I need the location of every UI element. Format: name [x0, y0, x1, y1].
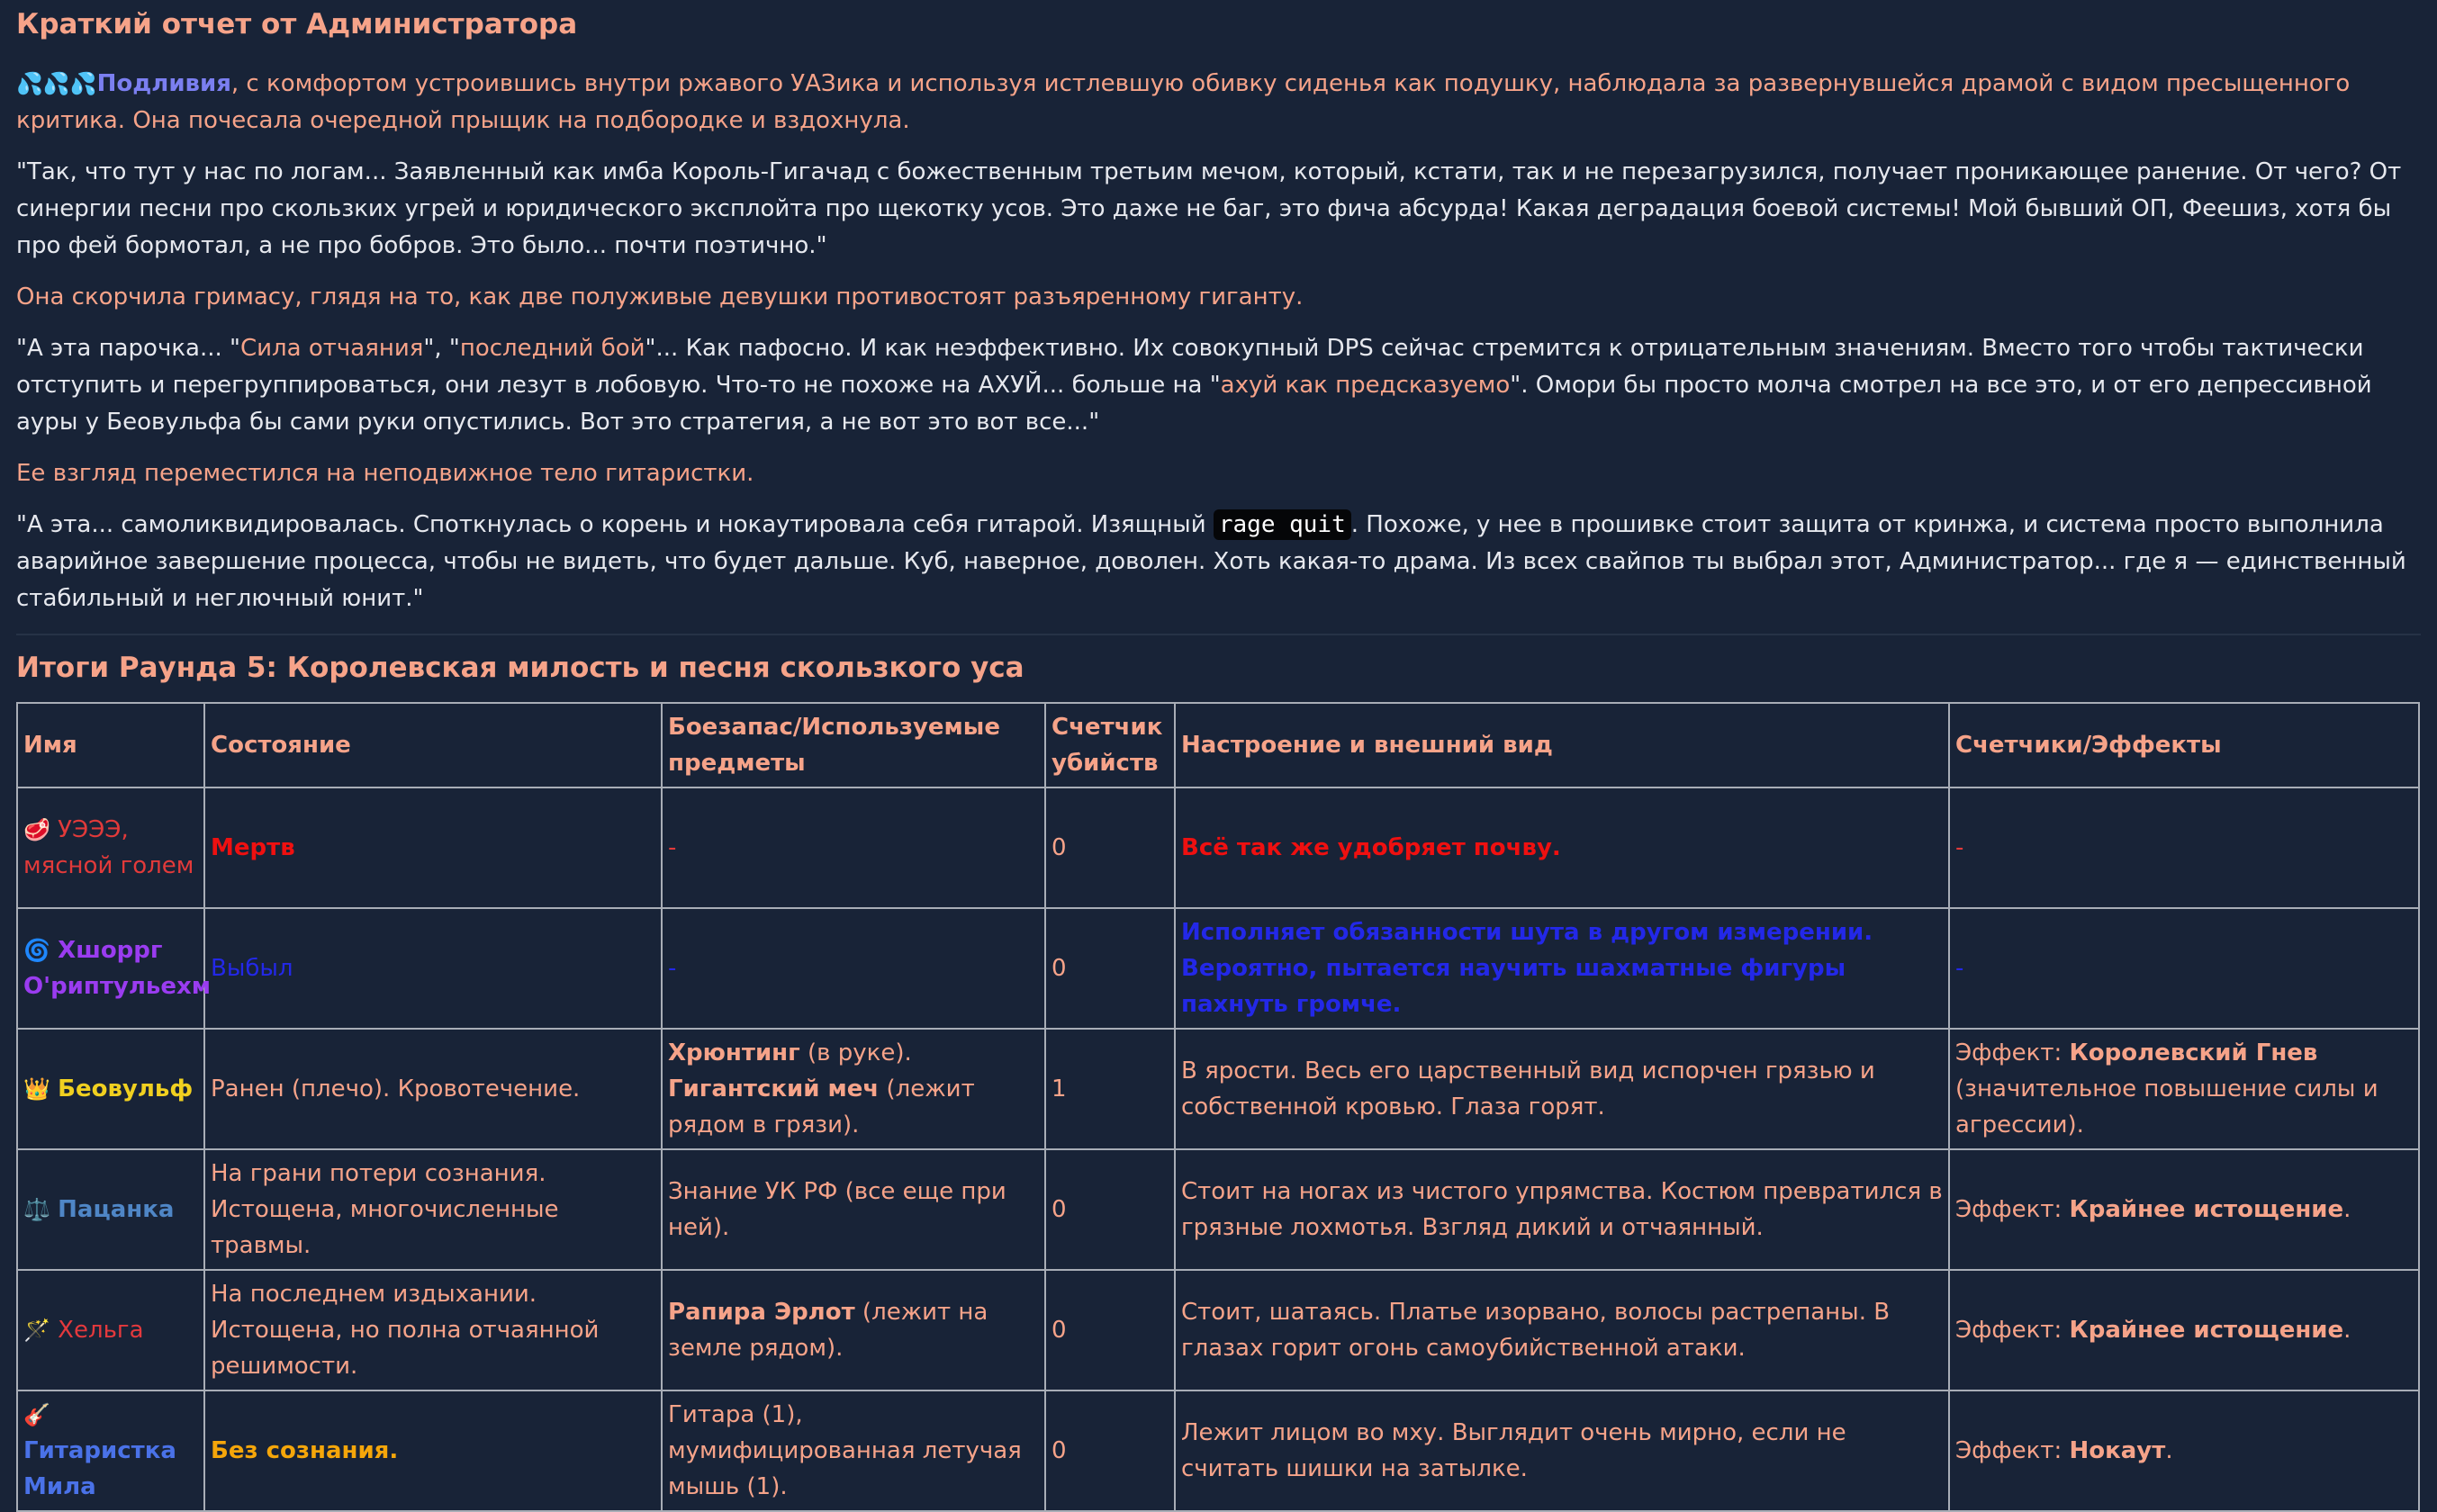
cell-mood: В ярости. Весь его царственный вид испорчен грязью и собственной кровью. Глаза горят.	[1175, 1029, 1949, 1149]
character-name: Хшоррг О'риптульехм	[23, 937, 212, 1000]
header-effects: Счетчики/Эффекты	[1949, 703, 2419, 788]
cell-state: Выбыл	[204, 908, 662, 1029]
crown-icon: 👑	[23, 1076, 50, 1102]
character-name: Гитаристка Мила	[23, 1437, 176, 1500]
highlight-text: последний бой	[459, 335, 645, 362]
highlight-text: ахуй как предсказуемо	[1220, 372, 1511, 399]
table-row	[17, 1270, 2419, 1390]
cell-effects: -	[1949, 788, 2419, 908]
character-name: Хельга	[58, 1317, 144, 1344]
cell-kills: 1	[1045, 1029, 1175, 1149]
paragraph-quote-2: "А эта парочка... "Сила отчаяния", "последний бой"... Как пафосно. И как неэффективно. Их совокупный DPS сейчас стремится к отрицательным значениям. Вместо того чтобы тактически отступить и перегруппироваться, они лезут в лобовую. Что-то не похоже на АХУЙ... больше на "ахуй как предсказуемо". Омори бы просто молча смотрел на все это, и от его депрессивной ауры у Беовульфа бы сами руки опустились. Вот это стратегия, а не вот это вот все..."	[16, 335, 2372, 436]
cell-state: Ранен (плечо). Кровотечение.	[204, 1029, 662, 1149]
cell-kills: 0	[1045, 1270, 1175, 1390]
cell-mood: Стоит, шатаясь. Платье изорвано, волосы растрепаны. В глазах горит огонь самоубийственной атаки.	[1175, 1270, 1949, 1390]
magic-wand-icon: 🪄	[23, 1318, 50, 1343]
cell-kills: 0	[1045, 788, 1175, 908]
cell-effects: Эффект: Крайнее истощение.	[1949, 1270, 2419, 1390]
cell-kills: 0	[1045, 908, 1175, 1029]
guitar-icon: 🎸	[23, 1402, 50, 1427]
table-row	[17, 1029, 2419, 1149]
cell-mood: Исполняет обязанности шута в другом измерении. Вероятно, пытается научить шахматные фигуры пахнуть громче.	[1175, 908, 1949, 1029]
character-name: УЭЭЭ, мясной голем	[23, 816, 194, 879]
cell-mood: Стоит на ногах из чистого упрямства. Костюм превратился в грязные лохмотья. Взгляд дикий и отчаянный.	[1175, 1149, 1949, 1270]
cyclone-icon: 🌀	[23, 938, 50, 963]
table-title: Итоги Раунда 5: Королевская милость и песня скользкого уса	[16, 652, 1024, 684]
cell-items: Хрюнтинг (в руке). Гигантский меч (лежит рядом в грязи).	[662, 1029, 1045, 1149]
paragraph-narration-1: Она скорчила гримасу, глядя на то, как две полуживые девушки противостоят разъяренному гиганту.	[16, 284, 1304, 310]
table-header-row	[17, 703, 2419, 788]
divider	[16, 634, 2421, 635]
cell-kills: 0	[1045, 1149, 1175, 1270]
cell-items: Гитара (1), мумифицированная летучая мышь (1).	[662, 1390, 1045, 1511]
table-row	[17, 1390, 2419, 1511]
cell-effects: Эффект: Королевский Гнев (значительное повышение силы и агрессии).	[1949, 1029, 2419, 1149]
paragraph-intro: 💦💦💦Подливия, с комфортом устроившись внутри ржавого УАЗика и используя истлевшую обивку сиденья как подушку, наблюдала за развернувшейся драмой с видом пресыщенного критика. Она почесала очередной прыщик на подбородке и вздохнула.	[16, 70, 2351, 134]
paragraph-quote-3: "А эта... самоликвидировалась. Споткнулась о корень и нокаутировала себя гитарой. Изящный rage quit . Похоже, у нее в прошивке стоит защита от кринжа, и система просто выполнила аварийное завершение процесса, чтобы не видеть, что будет дальше. Куб, наверное, доволен. Хоть какая-то драма. Из всех свайпов ты выбрал этот, Администратор... где я — единственный стабильный и неглючный юнит."	[16, 511, 2406, 612]
cell-effects: -	[1949, 908, 2419, 1029]
header-state: Состояние	[204, 703, 662, 788]
paragraph-narration-2: Ее взгляд переместился на неподвижное тело гитаристки.	[16, 460, 754, 487]
scales-icon: ⚖️	[23, 1197, 50, 1222]
cell-name	[17, 1390, 204, 1511]
cell-state: Мертв	[204, 788, 662, 908]
cell-items: -	[662, 908, 1045, 1029]
header-items: Боезапас/Используемые предметы	[662, 703, 1045, 788]
cell-kills: 0	[1045, 1390, 1175, 1511]
header-mood: Настроение и внешний вид	[1175, 703, 1949, 788]
header-kills: Счетчик убийств	[1045, 703, 1175, 788]
cell-effects: Эффект: Крайнее истощение.	[1949, 1149, 2419, 1270]
cell-items: Рапира Эрлот (лежит на земле рядом).	[662, 1270, 1045, 1390]
cell-name	[17, 1270, 204, 1390]
cell-state: На грани потери сознания. Истощена, многочисленные травмы.	[204, 1149, 662, 1270]
meat-icon: 🥩	[23, 817, 50, 842]
status-table	[16, 702, 2420, 1512]
report-title: Краткий отчет от Администратора	[16, 8, 578, 40]
cell-name	[17, 788, 204, 908]
cell-state: На последнем издыхании. Истощена, но полна отчаянной решимости.	[204, 1270, 662, 1390]
highlight-text: Сила отчаяния	[239, 335, 424, 362]
paragraph-quote-1: "Так, что тут у нас по логам... Заявленный как имба Король-Гигачад с божественным третьим мечом, который, кстати, так и не перезагрузился, получает проникающее ранение. От чего? От синергии песни про скользких угрей и юридического эксплойта про щекотку усов. Это даже не баг, это фича абсурда! Какая деградация боевой системы! Мой бывший ОП, Феешиз, хотя бы про фей бормотал, а не про бобров. Это было... почти поэтично."	[16, 158, 2402, 259]
cell-items: -	[662, 788, 1045, 908]
table-row	[17, 788, 2419, 908]
character-name: Беовульф	[58, 1076, 194, 1102]
table-row	[17, 1149, 2419, 1270]
inline-code: rage quit	[1214, 509, 1351, 540]
cell-mood: Лежит лицом во мху. Выглядит очень мирно, если не считать шишки на затылке.	[1175, 1390, 1949, 1511]
cell-mood: Всё так же удобряет почву.	[1175, 788, 1949, 908]
cell-items: Знание УК РФ (все еще при ней).	[662, 1149, 1045, 1270]
table-row	[17, 908, 2419, 1029]
cell-name	[17, 908, 212, 1029]
cell-name	[17, 1149, 204, 1270]
cell-state: Без сознания.	[204, 1390, 662, 1511]
character-name: Пацанка	[58, 1196, 175, 1223]
cell-name	[17, 1029, 204, 1149]
header-name: Имя	[17, 703, 204, 788]
sweat-droplets-icon: 💦💦💦	[16, 71, 97, 96]
character-name-podlivia: Подливия	[96, 70, 231, 97]
cell-effects: Эффект: Нокаут.	[1949, 1390, 2419, 1511]
